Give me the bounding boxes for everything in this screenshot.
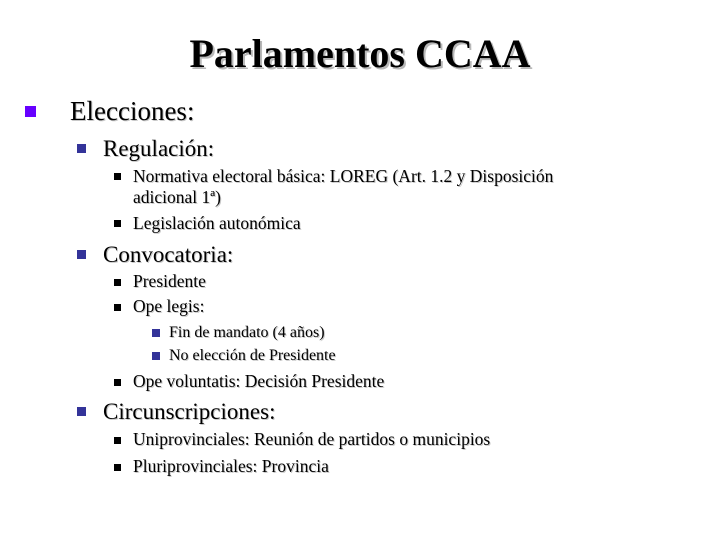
bullet-icon <box>25 106 36 117</box>
list-item: adicional 1ª) <box>133 187 221 207</box>
list-item: Uniprovinciales: Reunión de partidos o municipios <box>133 429 491 449</box>
list-item: Normativa electoral básica: LOREG (Art. 1.2 y Disposición <box>133 166 554 186</box>
list-item: Presidente <box>133 271 206 291</box>
bullet-icon <box>152 352 160 360</box>
bullet-icon <box>114 437 121 444</box>
list-item: Ope voluntatis: Decisión Presidente <box>133 371 385 391</box>
heading-elecciones: Elecciones: <box>70 96 195 126</box>
list-item: No elección de Presidente <box>169 347 336 364</box>
slide-title: Parlamentos CCAA <box>189 31 531 76</box>
bullet-icon <box>152 329 160 337</box>
list-item: Fin de mandato (4 años) <box>169 324 325 341</box>
list-item: Ope legis: <box>133 296 205 316</box>
bullet-icon <box>114 464 121 471</box>
list-item: Pluriprovinciales: Provincia <box>133 456 329 476</box>
bullet-icon <box>77 144 86 153</box>
subheading-regulacion: Regulación: <box>103 136 215 161</box>
bullet-icon <box>114 279 121 286</box>
bullet-icon <box>77 250 86 259</box>
subheading-circunscripciones: Circunscripciones: <box>103 399 276 424</box>
bullet-icon <box>114 379 121 386</box>
list-item: Legislación autonómica <box>133 213 301 233</box>
bullet-icon <box>114 220 121 227</box>
bullet-icon <box>77 407 86 416</box>
bullet-icon <box>114 304 121 311</box>
bullet-icon <box>114 173 121 180</box>
subheading-convocatoria: Convocatoria: <box>103 242 234 267</box>
